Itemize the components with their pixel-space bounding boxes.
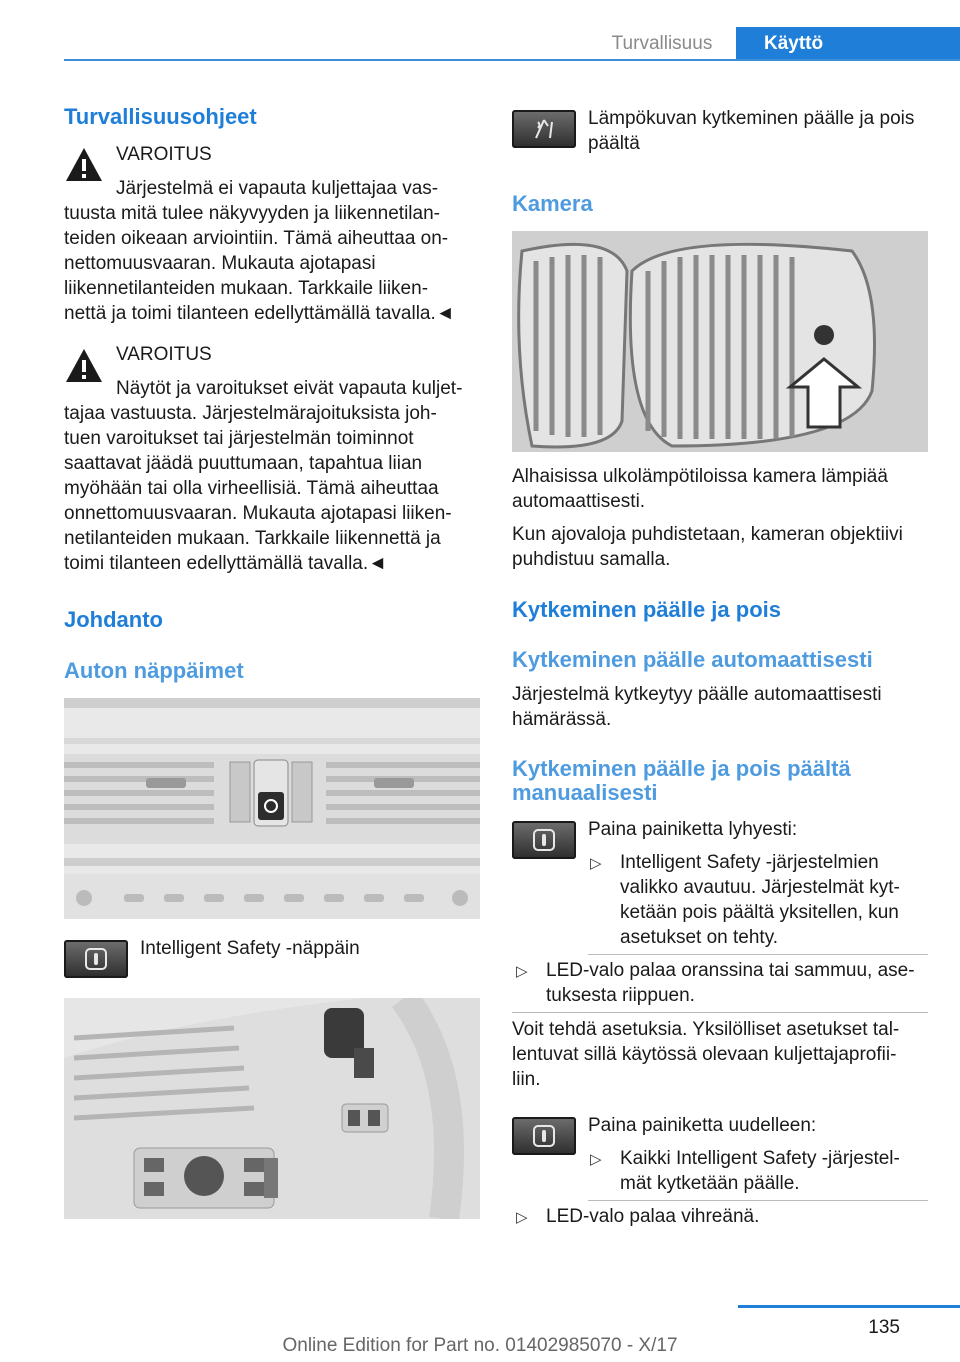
warning2-line: myöhään tai olla virheellisiä. Tämä aiheuttaa — [64, 478, 439, 499]
key-caption: Intelligent Safety ‐näppäin — [140, 938, 360, 959]
press-again: Paina painiketta uudelleen: — [588, 1115, 817, 1136]
heading-buttons: Auton näppäimet — [64, 658, 244, 683]
warning2-line: tuen varoitukset tai järjestelmän toiminnot — [64, 428, 414, 449]
thermal-image-key-icon — [512, 110, 576, 148]
warning1-line: nettä ja toimi tilanteen edellyttämällä tavalla.◄ — [64, 303, 455, 324]
header-rule — [64, 59, 960, 61]
divider — [588, 954, 928, 955]
camera-grille-photo — [512, 231, 928, 452]
heading-switch: Kytkeminen päälle ja pois — [512, 597, 781, 622]
intelligent-safety-key-icon — [512, 821, 576, 859]
bullet3-line: mät kytketään päälle. — [620, 1173, 800, 1194]
auto-line: hämärässä. — [512, 709, 612, 730]
heading-intro: Johdanto — [64, 607, 163, 632]
bullet1-line: Intelligent Safety ‐järjestelmien — [620, 852, 879, 873]
thermal-caption-line: Lämpökuvan kytkeminen päälle ja pois — [588, 108, 915, 129]
bullet3-line: Kaikki Intelligent Safety ‐järjestel‐ — [620, 1148, 900, 1169]
warning1-title: VAROITUS — [116, 144, 212, 165]
warning2-line: toimi tilanteen edellyttämällä tavalla.◄ — [64, 553, 387, 574]
warning1-line: Järjestelmä ei vapauta kuljettajaa vas‐ — [116, 178, 439, 199]
header-chapter: Käyttö — [736, 27, 960, 60]
bullet4-line: LED‐valo palaa vihreänä. — [546, 1206, 760, 1227]
bullet1-line: asetukset on tehty. — [620, 927, 779, 948]
warning-icon — [64, 146, 104, 184]
warning2-title: VAROITUS — [116, 344, 212, 365]
thermal-caption-line: päältä — [588, 133, 640, 154]
steering-photo — [64, 998, 480, 1219]
bullet1-line: valikko avautuu. Järjestelmät kyt‐ — [620, 877, 900, 898]
camera-p1-line: Alhaisissa ulkolämpötiloissa kamera lämpiää — [512, 466, 888, 487]
heading-safety: Turvallisuusohjeet — [64, 104, 257, 129]
press-short: Paina painiketta lyhyesti: — [588, 819, 798, 840]
heading-manual: manuaalisesti — [512, 780, 658, 805]
heading-camera: Kamera — [512, 191, 593, 216]
bullet-icon: ▷ — [516, 963, 528, 980]
settings-line: Voit tehdä asetuksia. Yksilölliset asetukset tal‐ — [512, 1019, 900, 1040]
heading-auto: Kytkeminen päälle automaattisesti — [512, 647, 873, 672]
camera-p2-line: Kun ajovaloja puhdistetaan, kameran objektiivi — [512, 524, 903, 545]
intelligent-safety-key-icon — [64, 940, 128, 978]
footer-rule — [738, 1305, 960, 1308]
footer-edition: Online Edition for Part no. 01402985070 - X/17 — [282, 1335, 678, 1356]
warning2-line: Näytöt ja varoitukset eivät vapauta kuljet‐ — [116, 378, 463, 399]
page-number: 135 — [868, 1317, 900, 1338]
warning2-line: saattavat jäädä puuttumaan, tapahtua liian — [64, 453, 423, 474]
header-section: Turvallisuus — [611, 32, 713, 54]
settings-line: liin. — [512, 1069, 541, 1090]
warning-icon — [64, 347, 104, 385]
camera-p1-line: automaattisesti. — [512, 491, 646, 512]
bullet-icon: ▷ — [590, 1151, 602, 1168]
bullet2-line: LED‐valo palaa oranssina tai sammuu, ase‐ — [546, 960, 915, 981]
bullet2-line: tuksesta riippuen. — [546, 985, 695, 1006]
heading-manual: Kytkeminen päälle ja pois päältä — [512, 756, 851, 781]
warning2-line: netilanteiden mukaan. Tarkkaile liikennettä ja — [64, 528, 441, 549]
warning2-line: onnettomuusvaaran. Mukauta ajotapasi liiken‐ — [64, 503, 452, 524]
warning1-line: tuusta mitä tulee näkyvyyden ja liikennetilan‐ — [64, 203, 440, 224]
bullet-icon: ▷ — [590, 855, 602, 872]
warning1-line: liikennetilanteiden mukaan. Tarkkaile liiken‐ — [64, 278, 429, 299]
divider — [588, 1200, 928, 1201]
bullet-icon: ▷ — [516, 1209, 528, 1226]
auto-line: Järjestelmä kytkeytyy päälle automaattisesti — [512, 684, 882, 705]
bullet1-line: ketään pois päältä yksitellen, kun — [620, 902, 899, 923]
dashboard-photo — [64, 698, 480, 919]
intelligent-safety-key-icon — [512, 1117, 576, 1155]
warning2-line: tajaa vastuusta. Järjestelmärajoituksista joh‐ — [64, 403, 437, 424]
warning1-line: teiden oikeaan arviointiin. Tämä aiheuttaa on‐ — [64, 228, 449, 249]
divider — [512, 1012, 928, 1013]
camera-p2-line: puhdistuu samalla. — [512, 549, 671, 570]
settings-line: lentuvat sillä käytössä olevaan kuljettajaprofii‐ — [512, 1044, 897, 1065]
warning1-line: nettomuusvaaran. Mukauta ajotapasi — [64, 253, 376, 274]
